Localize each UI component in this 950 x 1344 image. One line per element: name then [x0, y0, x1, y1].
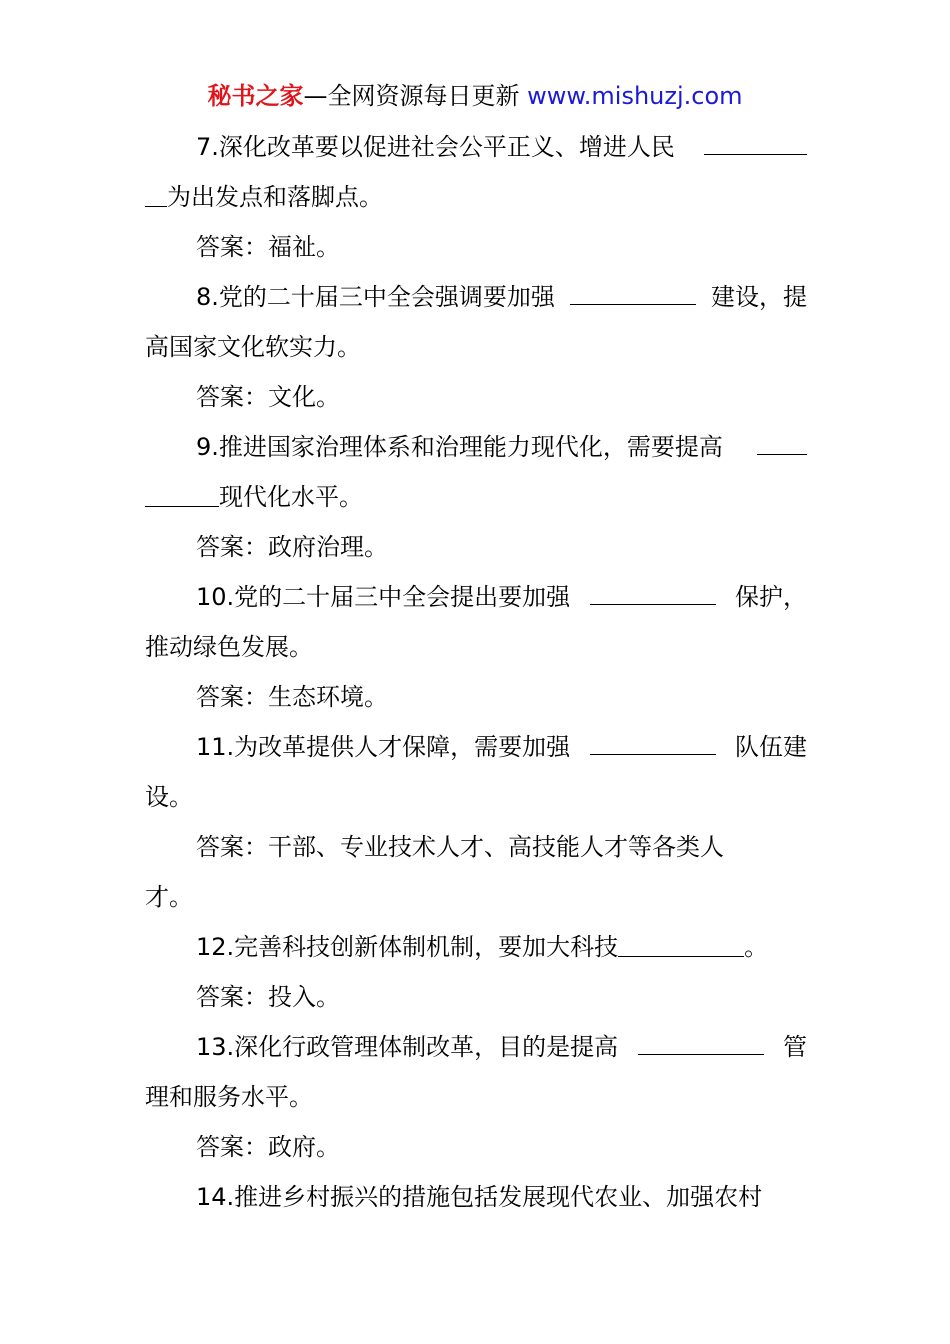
- question-8-line-1: [145, 272, 807, 322]
- answer-12: 答案：投入。: [196, 983, 340, 1011]
- question-12-text: 12.完善科技创新体制机制，要加大科技: [196, 933, 619, 961]
- question-10-line-2: 推动绿色发展。: [145, 633, 313, 661]
- brand-name: 秘书之家: [207, 82, 304, 110]
- answer-blank: [704, 122, 807, 155]
- question-8-text-end: 建设，提: [711, 283, 807, 311]
- answer-blank: [570, 272, 696, 305]
- question-10-line-1: [145, 572, 807, 622]
- question-11-line-2: 设。: [145, 783, 193, 811]
- question-10-text-end: 保护，: [734, 583, 807, 611]
- question-13-line-2: 理和服务水平。: [145, 1083, 313, 1111]
- page-header: [0, 80, 950, 112]
- header-tagline: —全网资源每日更新: [303, 82, 528, 110]
- question-9-text-end: 现代化水平。: [219, 483, 363, 511]
- answer-11-line-2: 才。: [145, 883, 193, 911]
- document-body: [145, 122, 807, 1222]
- question-11-line-1: [145, 722, 807, 772]
- question-9-text: 9.推进国家治理体系和治理能力现代化，需要提高: [196, 433, 723, 461]
- answer-blank: [145, 474, 219, 507]
- question-7-text-end: 为出发点和落脚点。: [167, 183, 383, 211]
- answer-blank: [590, 722, 716, 755]
- answer-blank: [757, 422, 807, 455]
- question-7-line-1: [145, 122, 807, 172]
- answer-13: 答案：政府。: [196, 1133, 340, 1161]
- question-8-line-2: 高国家文化软实力。: [145, 333, 361, 361]
- question-7-line-2: [145, 172, 807, 222]
- answer-8: 答案：文化。: [196, 383, 340, 411]
- answer-9: 答案：政府治理。: [196, 533, 388, 561]
- question-8-text: 8.党的二十届三中全会强调要加强: [196, 283, 555, 311]
- answer-7: 答案：福祉。: [196, 233, 340, 261]
- question-13-text: 13.深化行政管理体制改革，目的是提高: [196, 1033, 619, 1061]
- answer-blank: [618, 924, 744, 957]
- answer-blank: [145, 174, 167, 207]
- question-13-text-end: 管: [782, 1033, 807, 1061]
- answer-10: 答案：生态环境。: [196, 683, 388, 711]
- question-11-text-end: 队伍建: [734, 733, 807, 761]
- question-12-line-1: [145, 922, 807, 972]
- site-url: www.mishuzj.com: [527, 82, 743, 110]
- question-11-text: 11.为改革提供人才保障，需要加强: [196, 733, 571, 761]
- question-13-line-1: [145, 1022, 807, 1072]
- question-9-line-2: [145, 472, 807, 522]
- question-7-text: 7.深化改革要以促进社会公平正义、增进人民: [196, 133, 675, 161]
- answer-blank: [590, 572, 716, 605]
- question-9-line-1: [145, 422, 807, 472]
- answer-blank: [638, 1022, 764, 1055]
- question-14-line-1: 14.推进乡村振兴的措施包括发展现代农业、加强农村: [196, 1183, 763, 1211]
- question-12-text-end: 。: [744, 933, 769, 961]
- question-10-text: 10.党的二十届三中全会提出要加强: [196, 583, 571, 611]
- answer-11: 答案：干部、专业技术人才、高技能人才等各类人: [196, 833, 724, 861]
